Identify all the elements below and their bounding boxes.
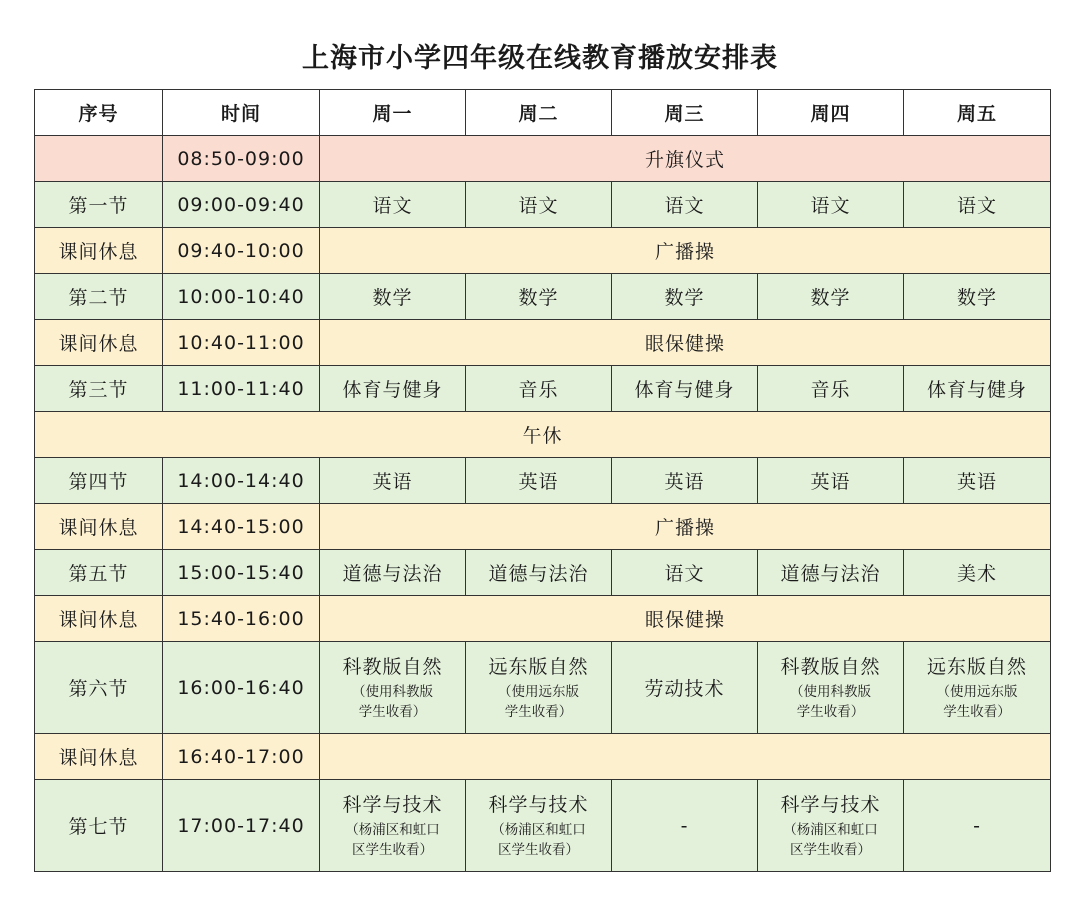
- class-note: （杨浦区和虹口: [783, 821, 878, 838]
- span-cell: 眼保健操: [320, 596, 1051, 642]
- class-note: 学生收看）: [796, 703, 865, 720]
- table-row: [35, 228, 1051, 274]
- table-row: [35, 412, 1051, 458]
- class-cell-thu: 语文: [758, 182, 904, 228]
- table-row: [35, 550, 1051, 596]
- row-time: 10:00-10:40: [163, 274, 320, 320]
- row-time: 11:00-11:40: [163, 366, 320, 412]
- class-cell-mon: 英语: [320, 458, 466, 504]
- class-cell-mon: 体育与健身: [320, 366, 466, 412]
- table-row: [35, 458, 1051, 504]
- class-title: 远东版自然: [488, 655, 589, 678]
- class-cell-thu: 道德与法治: [758, 550, 904, 596]
- span-cell: 眼保健操: [320, 320, 1051, 366]
- header-cell-fri: 周五: [904, 90, 1051, 136]
- class-title: 科教版自然: [342, 655, 443, 678]
- table-row: [35, 734, 1051, 780]
- table-row: [35, 136, 1051, 182]
- row-time: 08:50-09:00: [163, 136, 320, 182]
- row-label: 课间休息: [35, 734, 163, 780]
- row-time: 10:40-11:00: [163, 320, 320, 366]
- class-note: 区学生收看）: [352, 841, 433, 858]
- class-cell-tue: 英语: [466, 458, 612, 504]
- row-label: 第五节: [35, 550, 163, 596]
- span-cell: 广播操: [320, 504, 1051, 550]
- class-title: 科学与技术: [342, 793, 443, 816]
- class-cell-fri: 体育与健身: [904, 366, 1051, 412]
- class-title: 科教版自然: [780, 655, 881, 678]
- class-note: 学生收看）: [358, 703, 427, 720]
- class-cell-fri: 语文: [904, 182, 1051, 228]
- row-label: 第二节: [35, 274, 163, 320]
- row-label: 第三节: [35, 366, 163, 412]
- class-title: 科学与技术: [488, 793, 589, 816]
- row-time: 17:00-17:40: [163, 780, 320, 872]
- class-title: 远东版自然: [926, 655, 1027, 678]
- header-cell-tue: 周二: [466, 90, 612, 136]
- table-row: [35, 182, 1051, 228]
- row-label: 课间休息: [35, 320, 163, 366]
- class-cell-thu: 英语: [758, 458, 904, 504]
- class-cell-fri: [904, 642, 1051, 734]
- class-cell-fri: 数学: [904, 274, 1051, 320]
- class-cell-wed: 语文: [612, 550, 758, 596]
- span-cell-lunch: 午休: [35, 412, 1051, 458]
- row-time: 14:40-15:00: [163, 504, 320, 550]
- class-cell-mon: [320, 642, 466, 734]
- row-label: 课间休息: [35, 596, 163, 642]
- class-note: 学生收看）: [504, 703, 573, 720]
- class-cell-mon: [320, 780, 466, 872]
- header-cell-thu: 周四: [758, 90, 904, 136]
- table-row: [35, 596, 1051, 642]
- row-time: 14:00-14:40: [163, 458, 320, 504]
- class-cell-tue: 数学: [466, 274, 612, 320]
- class-cell-wed: 劳动技术: [612, 642, 758, 734]
- class-note: 学生收看）: [943, 703, 1011, 720]
- class-cell-wed: 数学: [612, 274, 758, 320]
- span-cell: 升旗仪式: [320, 136, 1051, 182]
- class-note: 区学生收看）: [790, 841, 871, 858]
- class-cell-tue: [466, 642, 612, 734]
- page-title: 上海市小学四年级在线教育播放安排表: [302, 43, 778, 74]
- row-time: 15:40-16:00: [163, 596, 320, 642]
- row-label: 课间休息: [35, 228, 163, 274]
- row-label: 第四节: [35, 458, 163, 504]
- class-note: （使用远东版: [498, 683, 579, 700]
- class-cell-wed: 英语: [612, 458, 758, 504]
- class-cell-tue: 音乐: [466, 366, 612, 412]
- class-cell-tue: [466, 780, 612, 872]
- class-note: （杨浦区和虹口: [345, 821, 440, 838]
- class-title: 科学与技术: [780, 793, 881, 816]
- span-cell-empty: [320, 734, 1051, 780]
- header-cell-mon: 周一: [320, 90, 466, 136]
- header-cell-index: 序号: [35, 90, 163, 136]
- table-row: [35, 320, 1051, 366]
- class-cell-fri: 英语: [904, 458, 1051, 504]
- table-row: [35, 642, 1051, 734]
- row-time: 15:00-15:40: [163, 550, 320, 596]
- row-label: 第六节: [35, 642, 163, 734]
- class-note: （杨浦区和虹口: [491, 821, 586, 838]
- class-cell-mon: 道德与法治: [320, 550, 466, 596]
- class-cell-wed: 语文: [612, 182, 758, 228]
- class-note: （使用科教版: [790, 683, 871, 700]
- schedule-table: [34, 89, 1051, 872]
- class-cell-fri: 美术: [904, 550, 1051, 596]
- row-label: 第一节: [35, 182, 163, 228]
- row-time: 16:00-16:40: [163, 642, 320, 734]
- class-cell-thu: 数学: [758, 274, 904, 320]
- class-cell-tue: 道德与法治: [466, 550, 612, 596]
- row-time: 09:40-10:00: [163, 228, 320, 274]
- row-label: 课间休息: [35, 504, 163, 550]
- table-row: [35, 274, 1051, 320]
- header-row: [35, 90, 1051, 136]
- table-row: [35, 504, 1051, 550]
- class-cell-fri: -: [904, 780, 1051, 872]
- class-cell-tue: 语文: [466, 182, 612, 228]
- class-cell-thu: [758, 642, 904, 734]
- class-note: 区学生收看）: [498, 841, 579, 858]
- table-row: [35, 780, 1051, 872]
- row-label: [35, 136, 163, 182]
- class-cell-mon: 语文: [320, 182, 466, 228]
- row-time: 09:00-09:40: [163, 182, 320, 228]
- row-label: 第七节: [35, 780, 163, 872]
- class-cell-thu: 音乐: [758, 366, 904, 412]
- header-cell-time: 时间: [163, 90, 320, 136]
- span-cell: 广播操: [320, 228, 1051, 274]
- class-cell-mon: 数学: [320, 274, 466, 320]
- class-note: （使用远东版: [936, 683, 1018, 700]
- class-cell-thu: [758, 780, 904, 872]
- class-note: （使用科教版: [352, 683, 433, 700]
- header-cell-wed: 周三: [612, 90, 758, 136]
- class-cell-wed: -: [612, 780, 758, 872]
- table-row: [35, 366, 1051, 412]
- row-time: 16:40-17:00: [163, 734, 320, 780]
- class-cell-wed: 体育与健身: [612, 366, 758, 412]
